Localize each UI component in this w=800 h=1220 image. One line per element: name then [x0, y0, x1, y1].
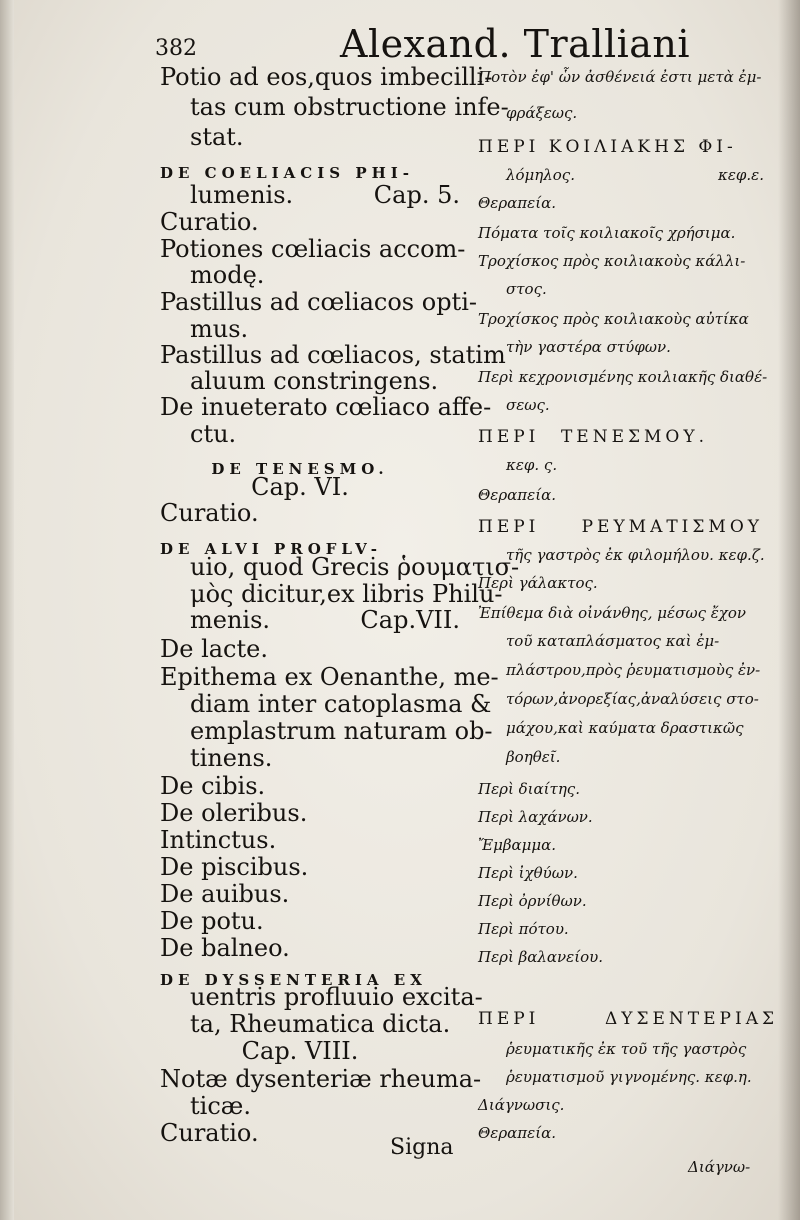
latin-entry-line: uio, quod Grecis ῥουματισ-	[190, 553, 520, 581]
latin-entry-line: De lacte.	[160, 635, 268, 663]
latin-entry-line: De auibus.	[160, 880, 290, 908]
latin-entry-line: De cibis.	[160, 772, 266, 800]
latin-entry-line: diam inter catoplasma &	[190, 690, 492, 718]
latin-entry-line: mus.	[190, 315, 249, 343]
greek-entry-line: Περὶ ἰχθύων.	[478, 864, 578, 882]
latin-entry-line: Curatio.	[160, 499, 259, 527]
greek-entry-line: Περὶ λαχάνων.	[478, 808, 593, 826]
greek-heading-row	[478, 516, 763, 538]
page-edge-shadow	[778, 0, 800, 1220]
latin-entry-line: De inueterato cœliaco affe-	[160, 393, 492, 421]
greek-chapter-heading-title: ΤΕΝΕΣΜΟΥ.	[560, 427, 708, 447]
greek-chapter-heading: ΠΕΡΙ ΚΟΙΛΙΑΚΗΣ ΦΙ-	[478, 137, 737, 157]
greek-chapter-number: κεφ. ς.	[506, 456, 558, 474]
latin-entry-line: Curatio.	[160, 208, 259, 236]
greek-entry-line: στος.	[506, 280, 547, 298]
greek-entry-line: Περὶ ὀρνίθων.	[478, 892, 587, 910]
greek-heading-row	[478, 1008, 778, 1030]
page-number: 382	[155, 36, 197, 61]
latin-catchword: Signa	[390, 1135, 454, 1160]
chapter-heading: DE COELIACIS PHI-	[160, 164, 415, 182]
chapter-number: Cap. 5.	[373, 181, 460, 209]
greek-catchword: Διάγνω-	[688, 1158, 751, 1176]
latin-entry-line: Epithema ex Oenanthe, me-	[160, 663, 499, 691]
chapter-heading-row	[160, 180, 460, 210]
greek-entry-line: τόρων,ἀνορεξίας,ἀναλύσεις στο-	[506, 690, 759, 708]
latin-entry-line: modę.	[190, 261, 265, 289]
chapter-heading-row	[160, 605, 460, 635]
latin-entry-line: Notæ dysenteriæ rheuma-	[160, 1065, 482, 1093]
chapter-heading: DE ALVI PROFLV-	[160, 540, 382, 558]
latin-entry-line: stat.	[190, 123, 244, 151]
latin-entry-line: ctu.	[190, 420, 237, 448]
latin-entry-line: Pastillus ad cœliacos opti-	[160, 288, 477, 316]
latin-entry-line: De balneo.	[160, 934, 290, 962]
chapter-number: Cap. VI.	[251, 473, 349, 501]
greek-chapter-heading: ΠΕΡΙ	[478, 427, 540, 447]
latin-entry-line: De potu.	[160, 907, 264, 935]
latin-entry-line: tas cum obstructione infe-	[190, 93, 509, 121]
greek-entry-line: Ποτὸν ἐφ' ὧν ἀσθένειά ἐστι μετὰ ἐμ-	[478, 68, 762, 86]
latin-entry-line: μὸς dicitur,ex libris Philu-	[190, 580, 503, 608]
greek-entry-line: Περὶ κεχρονισμένης κοιλιακῆς διαθέ-	[478, 368, 768, 386]
latin-entry-line: Potio ad eos,quos imbecilli-	[160, 63, 493, 91]
greek-entry-line: Περὶ πότου.	[478, 920, 569, 938]
greek-entry-line: Θεραπεία.	[478, 1124, 556, 1142]
latin-entry-line: tinens.	[190, 744, 273, 772]
greek-entry-line: βοηθεῖ.	[506, 748, 561, 766]
latin-entry-line: uentris profluuio excita-	[190, 983, 483, 1011]
latin-entry-line: Potiones cœliacis accom-	[160, 235, 466, 263]
greek-entry-line: μάχου,καὶ καύματα δραστικῶς	[506, 719, 744, 737]
chapter-heading: DE TENESMO.	[211, 460, 389, 478]
latin-entry-line: Intinctus.	[160, 826, 277, 854]
greek-entry-line: ῥευματικῆς ἐκ τοῦ τῆς γαστρὸς	[506, 1040, 747, 1058]
running-title: Alexand. Tralliani	[340, 22, 691, 66]
chapter-heading-continued: lumenis.	[190, 181, 294, 209]
greek-entry-line: Τροχίσκος πρὸς κοιλιακοὺς κάλλι-	[478, 252, 746, 270]
greek-entry-line: Θεραπεία.	[478, 486, 556, 504]
greek-heading-continued: λόμηλος.	[506, 166, 575, 184]
binding-gutter	[0, 0, 14, 1220]
latin-entry-line: emplastrum naturam ob-	[190, 717, 493, 745]
greek-entry-line: Τροχίσκος πρὸς κοιλιακοὺς αὐτίκα	[478, 310, 749, 328]
latin-entry-line: ticæ.	[190, 1092, 251, 1120]
greek-entry-line: Πόματα τοῖς κοιλιακοῖς χρήσιμα.	[478, 224, 736, 242]
latin-entry-line: De oleribus.	[160, 799, 308, 827]
greek-entry-line: Διάγνωσις.	[478, 1096, 565, 1114]
greek-entry-line: Ἐπίθεμα διὰ οἰνάνθης, μέσως ἔχον	[478, 604, 747, 622]
greek-entry-line: Περὶ γάλακτος.	[478, 574, 598, 592]
latin-entry-line: aluum constringens.	[190, 367, 439, 395]
greek-entry-line: τῆς γαστρὸς ἐκ φιλομήλου. κεφ.ζ.	[506, 546, 765, 564]
greek-entry-line: πλάστρου,πρὸς ῥευματισμοὺς ἐν-	[506, 661, 761, 679]
latin-entry-line: De piscibus.	[160, 853, 309, 881]
greek-entry-line: Θεραπεία.	[478, 194, 556, 212]
latin-entry-line: ta, Rheumatica dicta.	[190, 1010, 451, 1038]
greek-chapter-number: κεφ.ε.	[718, 166, 764, 184]
chapter-number: Cap.VII.	[360, 606, 460, 634]
greek-entry-line: Περὶ βαλανείου.	[478, 948, 604, 966]
greek-chapter-heading-title: ΔΥΣΕΝΤΕΡΙΑΣ	[604, 1009, 778, 1029]
greek-chapter-heading-title: ΡΕΥΜΑΤΙΣΜΟΥ	[581, 517, 763, 537]
greek-heading-row	[478, 426, 708, 448]
greek-entry-line: Περὶ διαίτης.	[478, 780, 580, 798]
greek-entry-line: φράξεως.	[506, 104, 578, 122]
chapter-number: Cap. VIII.	[241, 1037, 359, 1065]
greek-chapter-heading: ΠΕΡΙ	[478, 1009, 540, 1029]
greek-entry-line: τοῦ καταπλάσματος καὶ ἐμ-	[506, 632, 720, 650]
greek-chapter-heading: ΠΕΡΙ	[478, 517, 540, 537]
greek-entry-line: ῥευματισμοῦ γιγνομένης. κεφ.η.	[506, 1068, 752, 1086]
chapter-heading: DE DYSSENTERIA EX	[160, 971, 427, 989]
greek-entry-line: Ἔμβαμμα.	[478, 836, 557, 854]
greek-entry-line: τὴν γαστέρα στύφων.	[506, 338, 671, 356]
latin-entry-line: Pastillus ad cœliacos, statim	[160, 341, 506, 369]
greek-heading-row	[478, 164, 764, 186]
latin-entry-line: Curatio.	[160, 1119, 259, 1147]
greek-entry-line: σεως.	[506, 396, 550, 414]
chapter-heading-continued: menis.	[190, 606, 271, 634]
